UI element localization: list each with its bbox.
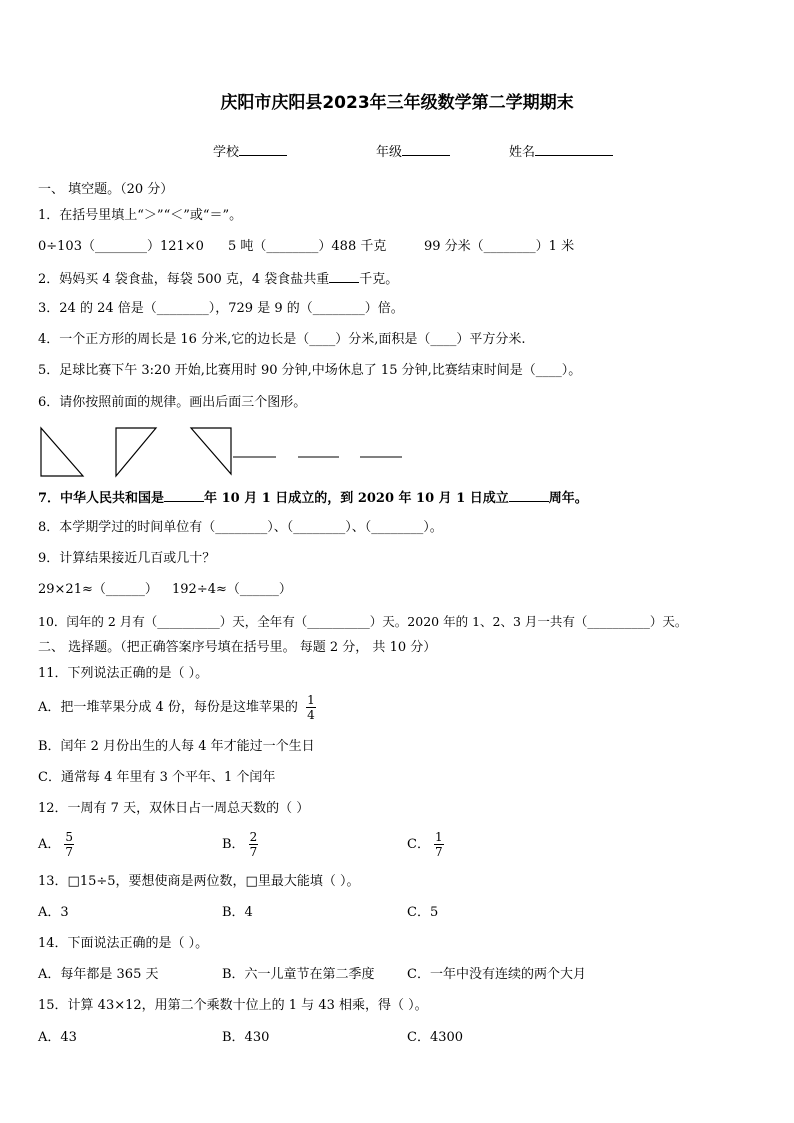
fraction <box>306 693 316 722</box>
name-label: 姓名 <box>509 145 536 160</box>
option-c-label: C． <box>407 837 430 852</box>
question-14-option-a: A．每年都是 365 天 <box>38 967 159 982</box>
question-7-blank-2 <box>509 488 549 502</box>
question-1-stem: 1．在括号里填上“＞”“＜”或“＝”。 <box>38 208 243 223</box>
triangle-shape-3 <box>191 428 231 474</box>
section-2-heading: 二、 选择题。（把正确答案序号填在括号里。 每题 2 分， 共 10 分） <box>38 640 437 655</box>
question-12-option-b <box>222 830 258 859</box>
question-7-part-1: 7．中华人民共和国是 <box>38 491 165 506</box>
question-14-stem: 14．下面说法正确的是（ ）。 <box>38 936 209 951</box>
question-11-option-c: C．通常每 4 年里有 3 个平年、1 个闰年 <box>38 770 276 785</box>
question-7-blank-1 <box>164 488 204 502</box>
question-15-stem: 15．计算 43×12，用第二个乘数十位上的 1 与 43 相乘，得（ ）。 <box>38 998 428 1013</box>
question-13-option-b: B．4 <box>222 905 253 920</box>
question-4: 4．一个正方形的周长是 16 分米,它的边长是（____）分米,面积是（____）平方分米. <box>38 332 526 347</box>
question-1-item-c: 99 分米（________）1 米 <box>424 239 575 254</box>
question-15-option-a: A．43 <box>38 1030 77 1045</box>
grade-blank <box>402 142 450 156</box>
question-13-option-c: C．5 <box>407 905 439 920</box>
question-1-item-b: 5 吨（________）488 千克 <box>228 239 387 254</box>
name-field <box>509 141 613 160</box>
question-11-option-a-text: A．把一堆苹果分成 4 份，每份是这堆苹果的 <box>38 700 298 715</box>
fraction <box>64 830 74 859</box>
school-label: 学校 <box>213 145 240 160</box>
triangle-shape-1 <box>41 428 83 476</box>
question-12-option-c <box>407 830 444 859</box>
fraction-denominator: 4 <box>307 708 315 722</box>
question-9-item-b: 192÷4≈（______） <box>172 582 292 597</box>
question-12-stem: 12．一周有 7 天，双休日占一周总天数的（ ） <box>38 801 310 816</box>
question-11-stem: 11．下列说法正确的是（ ）。 <box>38 666 209 681</box>
name-blank <box>535 142 613 156</box>
question-5: 5．足球比赛下午 3:20 开始,比赛用时 90 分钟,中场休息了 15 分钟,比赛结束时间是（____）。 <box>38 363 582 378</box>
question-11-option-b: B．闰年 2 月份出生的人每 4 年才能过一个生日 <box>38 739 315 754</box>
question-15-option-c: C．4300 <box>407 1030 464 1045</box>
question-2-unit: 千克。 <box>359 272 399 287</box>
question-9-stem: 9．计算结果接近几百或几十？ <box>38 551 216 566</box>
question-14-option-c: C．一年中没有连续的两个大月 <box>407 967 586 982</box>
fraction-numerator: 1 <box>434 830 443 844</box>
fraction-numerator: 1 <box>307 693 315 707</box>
question-3: 3．24 的 24 倍是（________），729 是 9 的（________）倍。 <box>38 301 404 316</box>
option-a-label: A． <box>38 837 61 852</box>
question-12-option-a <box>38 830 74 859</box>
question-8: 8．本学期学过的时间单位有（________）、（________）、（________）。 <box>38 520 443 535</box>
question-7-part-2: 年 10 月 1 日成立的，到 2020 年 10 月 1 日成立 <box>204 491 509 506</box>
fraction <box>249 830 259 859</box>
question-15-option-b: B．430 <box>222 1030 270 1045</box>
fraction-numerator: 5 <box>65 830 74 844</box>
grade-field <box>376 141 450 160</box>
fraction <box>434 830 444 859</box>
section-1-heading: 一、 填空题。（20 分） <box>38 182 174 197</box>
question-11-option-a <box>38 693 316 722</box>
question-1-item-a: 0÷103（________）121×0 <box>38 239 204 254</box>
question-6: 6．请你按照前面的规律。画出后面三个图形。 <box>38 395 307 410</box>
question-2-text: 2．妈妈买 4 袋食盐，每袋 500 克，4 袋食盐共重 <box>38 272 330 287</box>
question-7-part-3: 周年。 <box>548 491 588 506</box>
school-field <box>213 141 287 160</box>
question-10: 10．闰年的 2 月有（__________）天，全年有（__________）天。2020 年的 1、2、3 月一共有（__________）天。 <box>38 614 688 629</box>
question-13-stem: 13．□15÷5，要想使商是两位数，□里最大能填（ ）。 <box>38 874 360 889</box>
question-14-option-b: B．六一儿童节在第二季度 <box>222 967 375 982</box>
pattern-triangles <box>36 424 436 484</box>
school-blank <box>239 142 287 156</box>
question-2 <box>38 269 398 289</box>
triangle-shape-2 <box>116 428 156 476</box>
fraction-numerator: 2 <box>249 830 258 844</box>
page-title: 庆阳市庆阳县2023年三年级数学第二学期期末 <box>220 93 574 113</box>
fraction-denominator: 7 <box>65 845 74 859</box>
fraction-denominator: 7 <box>249 845 258 859</box>
option-b-label: B． <box>222 837 245 852</box>
grade-label: 年级 <box>376 145 403 160</box>
question-9-item-a: 29×21≈（______） <box>38 582 158 597</box>
fraction-denominator: 7 <box>434 845 443 859</box>
question-13-option-a: A．3 <box>38 905 69 920</box>
question-7 <box>38 488 588 508</box>
question-2-blank <box>329 269 359 283</box>
